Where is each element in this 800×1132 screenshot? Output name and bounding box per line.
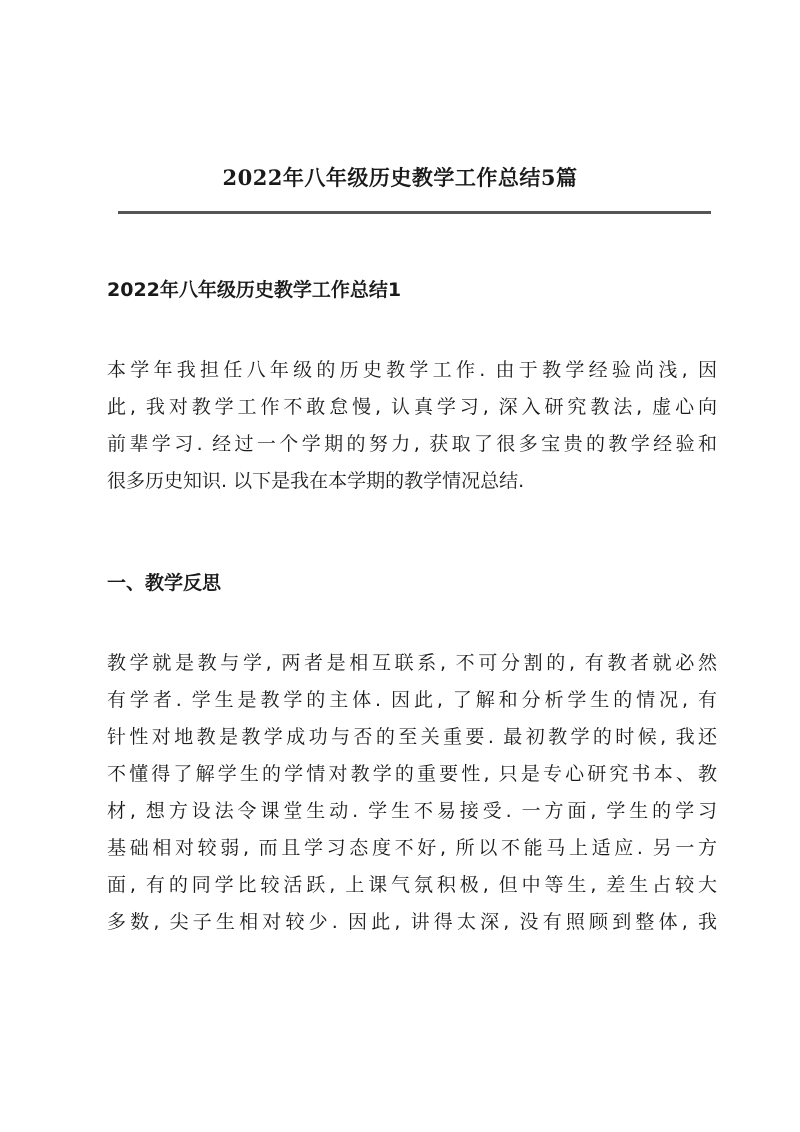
paragraph-line: 本学年我担任八年级的历史教学工作. 由于教学经验尚浅, 因 <box>107 359 717 381</box>
paragraph-line: 前辈学习. 经过一个学期的努力, 获取了很多宝贵的教学经验和 <box>107 433 717 455</box>
paragraph-line: 基础相对较弱, 而且学习态度不好, 所以不能马上适应. 另一方 <box>107 837 717 859</box>
section-heading-summary-1: 2022年八年级历史教学工作总结1 <box>107 279 402 301</box>
paragraph-line: 很多历史知识. 以下是我在本学期的教学情况总结. <box>107 470 525 492</box>
section-heading-teaching-reflection: 一、教学反思 <box>107 572 222 594</box>
paragraph-line: 教学就是教与学, 两者是相互联系, 不可分割的, 有教者就必然 <box>107 652 717 674</box>
paragraph-line: 此, 我对教学工作不敢怠慢, 认真学习, 深入研究教法, 虚心向 <box>107 396 717 418</box>
document-title: 2022年八年级历史教学工作总结5篇 <box>222 165 578 190</box>
paragraph-line: 不懂得了解学生的学情对教学的重要性, 只是专心研究书本、教 <box>107 763 717 785</box>
intro-paragraph <box>107 352 717 500</box>
paragraph-line: 面, 有的同学比较活跃, 上课气氛积极, 但中等生, 差生占较大 <box>107 874 717 896</box>
paragraph-line: 有学者. 学生是教学的主体. 因此, 了解和分析学生的情况, 有 <box>107 689 717 711</box>
reflection-paragraph <box>107 645 717 941</box>
paragraph-line: 材, 想方设法令课堂生动. 学生不易接受. 一方面, 学生的学习 <box>107 800 717 822</box>
paragraph-line: 多数, 尖子生相对较少. 因此, 讲得太深, 没有照顾到整体, 我 <box>107 911 717 933</box>
title-underline <box>118 211 711 214</box>
paragraph-line: 针性对地教是教学成功与否的至关重要. 最初教学的时候, 我还 <box>107 726 717 748</box>
